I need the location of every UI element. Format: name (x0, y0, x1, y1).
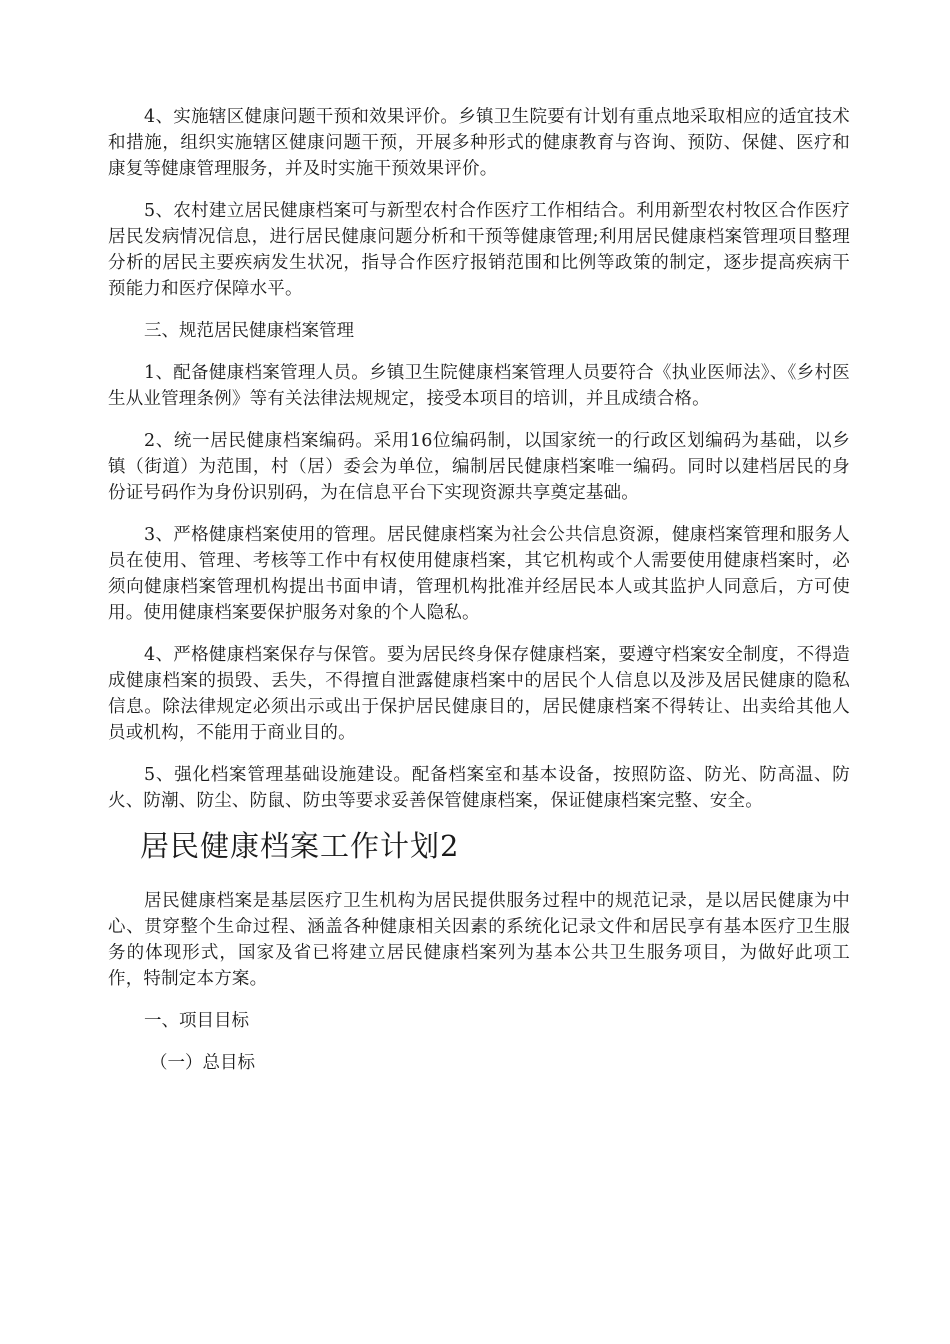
subsection-title-overall-goal: （一）总目标 (150, 1053, 255, 1073)
paragraph-item-5-infrastructure: 5、强化档案管理基础设施建设。配备档案室和基本设备，按照防盗、防光、防高温、防火、防潮、防尘、防鼠、防虫等要求妥善保管健康档案，保证健康档案完整、安全。 (108, 765, 850, 811)
section-title-standardize-management: 三、规范居民健康档案管理 (144, 321, 354, 341)
document-page (108, 104, 850, 1076)
paragraph-item-2-coding: 2、统一居民健康档案编码。采用16位编码制，以国家统一的行政区划编码为基础，以乡镇（街道）为范围，村（居）委会为单位，编制居民健康档案唯一编码。同时以建档居民的身份证号码作为身份识别码，为在信息平台下实现资源共享奠定基础。 (108, 431, 850, 503)
intro-paragraph: 居民健康档案是基层医疗卫生机构为居民提供服务过程中的规范记录，是以居民健康为中心、贯穿整个生命过程、涵盖各种健康相关因素的系统化记录文件和居民享有基本医疗卫生服务的体现形式，国家及省已将建立居民健康档案列为基本公共卫生服务项目，为做好此项工作，特制定本方案。 (108, 891, 850, 989)
paragraph-item-3-usage: 3、严格健康档案使用的管理。居民健康档案为社会公共信息资源，健康档案管理和服务人员在使用、管理、考核等工作中有权使用健康档案，其它机构或个人需要使用健康档案时，必须向健康档案管理机构提出书面申请，管理机构批准并经居民本人或其监护人同意后，方可使用。使用健康档案要保护服务对象的个人隐私。 (108, 525, 850, 623)
paragraph-item-5-rural-cooperative: 5、农村建立居民健康档案可与新型农村合作医疗工作相结合。利用新型农村牧区合作医疗居民发病情况信息，进行居民健康问题分析和干预等健康管理;利用居民健康档案管理项目整理分析的居民主要疾病发生状况，指导合作医疗报销范围和比例等政策的制定，逐步提高疾病干预能力和医疗保障水平。 (108, 201, 850, 299)
paragraph-item-4-storage: 4、严格健康档案保存与保管。要为居民终身保存健康档案，要遵守档案安全制度，不得造成健康档案的损毁、丢失，不得擅自泄露健康档案中的居民个人信息以及涉及居民健康的隐私信息。除法律规定必须出示或出于保护居民健康目的，居民健康档案不得转让、出卖给其他人员或机构，不能用于商业目的。 (108, 645, 850, 743)
document-heading: 居民健康档案工作计划2 (140, 829, 460, 863)
section-title-project-goals: 一、项目目标 (144, 1011, 249, 1031)
paragraph-item-4-intervention: 4、实施辖区健康问题干预和效果评价。乡镇卫生院要有计划有重点地采取相应的适宜技术和措施，组织实施辖区健康问题干预，开展多种形式的健康教育与咨询、预防、保健、医疗和康复等健康管理服务，并及时实施干预效果评价。 (108, 107, 850, 179)
paragraph-item-1-staff: 1、配备健康档案管理人员。乡镇卫生院健康档案管理人员要符合《执业医师法》、《乡村医生从业管理条例》等有关法律法规规定，接受本项目的培训，并且成绩合格。 (108, 363, 850, 409)
